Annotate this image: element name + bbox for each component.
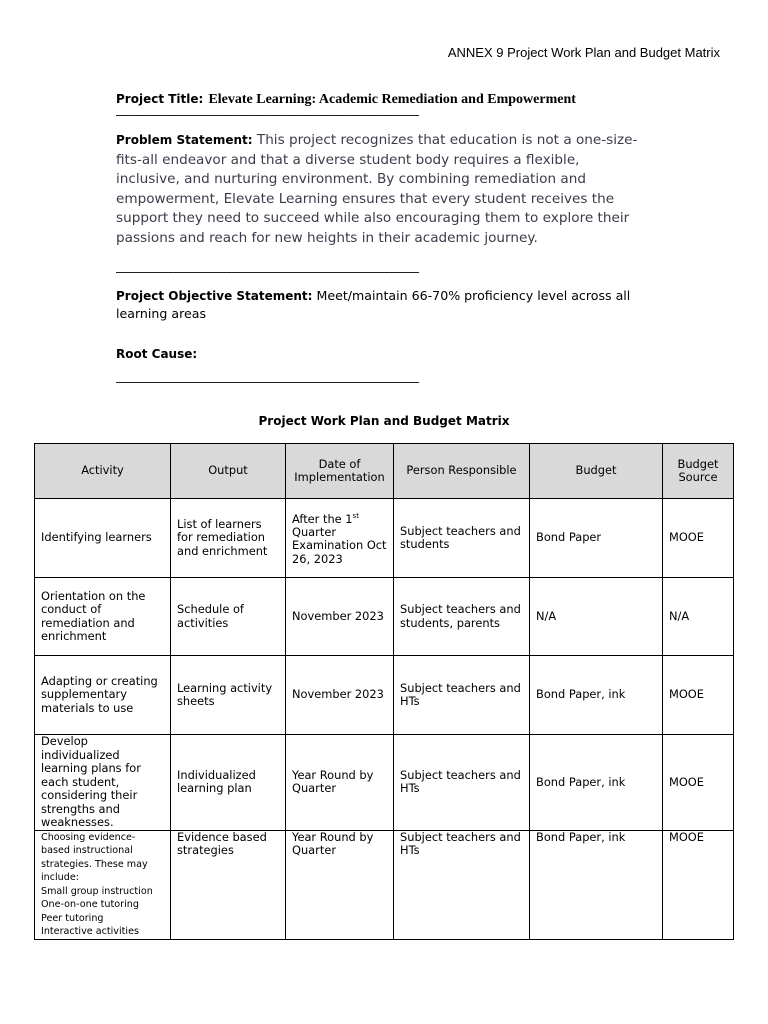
problem-statement-text: This project recognizes that education is not a one-size-fits-all endeavor and that a diverse student body requires a flexible, inclusive, and nurturing environment. By combining remediation and empowerment, Elevate Learning ensures that every student receives the support they need to succeed while also encouraging them to explore their passions and reach for new heights in their academic journey. — [116, 132, 638, 246]
cell-output: List of learners for remediation and enrichment — [171, 499, 286, 578]
cell-budget: Bond Paper, ink — [530, 656, 663, 735]
header-output: Output — [171, 444, 286, 499]
work-plan-table — [34, 443, 734, 940]
root-cause-rule: ________________________________________________________ — [116, 369, 419, 383]
objective-text: Meet/maintain 66-70% proficiency level across all learning areas — [116, 288, 631, 321]
cell-source: N/A — [663, 578, 734, 656]
cell-person: Subject teachers and HTs — [394, 656, 530, 735]
table-row — [35, 499, 734, 578]
cell-activity — [35, 830, 171, 939]
problem-statement-section — [116, 131, 646, 273]
cell-budget: Bond Paper, ink — [530, 735, 663, 831]
cell-person: Subject teachers and HTs — [394, 830, 530, 939]
cell-activity: Identifying learners — [35, 499, 171, 578]
cell-output: Schedule of activities — [171, 578, 286, 656]
header-source: Budget Source — [663, 444, 734, 499]
cell-person: Subject teachers and students, parents — [394, 578, 530, 656]
problem-rule: ________________________________________________________ — [116, 258, 419, 273]
cell-person: Subject teachers and HTs — [394, 735, 530, 831]
cell-activity: Orientation on the conduct of remediation and enrichment — [35, 578, 171, 656]
project-title-label: Project Title — [116, 92, 199, 106]
cell-activity: Develop individualized learning plans for each student, considering their strengths and weaknesses. — [35, 735, 171, 831]
project-title-value: Elevate Learning: Academic Remediation and Empowerment — [208, 92, 576, 107]
cell-date: November 2023 — [286, 578, 394, 656]
annex-header: ANNEX 9 Project Work Plan and Budget Matrix — [447, 45, 720, 60]
problem-statement-label: Problem Statement: — [116, 133, 253, 147]
cell-date: Year Round by Quarter — [286, 830, 394, 939]
activity-list-item: Interactive activities — [41, 926, 139, 937]
header-activity: Activity — [35, 444, 171, 499]
cell-budget: Bond Paper — [530, 499, 663, 578]
header-date: Date of Implementation — [286, 444, 394, 499]
table-row — [35, 578, 734, 656]
header-budget: Budget — [530, 444, 663, 499]
objective-label: Project Objective Statement: — [116, 289, 313, 303]
root-cause-label: Root Cause: — [116, 347, 198, 361]
objective-section — [116, 287, 646, 323]
activity-intro: Choosing evidence-based instructional strategies. These may include: — [41, 831, 148, 883]
activity-list-item: One-on-one tutoring — [41, 899, 139, 910]
cell-date: After the 1st Quarter Examination Oct 26, 2023 — [286, 499, 394, 578]
cell-person: Subject teachers and students — [394, 499, 530, 578]
table-row — [35, 735, 734, 831]
title-rule: ________________________________________________________ — [116, 102, 419, 116]
cell-output: Learning activity sheets — [171, 656, 286, 735]
cell-output: Evidence based strategies — [171, 830, 286, 939]
cell-source: MOOE — [663, 499, 734, 578]
cell-source: MOOE — [663, 830, 734, 939]
table-header-row — [35, 444, 734, 499]
header-person: Person Responsible — [394, 444, 530, 499]
table-row — [35, 656, 734, 735]
cell-budget: N/A — [530, 578, 663, 656]
table-row — [35, 830, 734, 939]
table-title: Project Work Plan and Budget Matrix — [258, 414, 510, 428]
cell-date: November 2023 — [286, 656, 394, 735]
root-cause-section — [116, 347, 646, 383]
cell-date: Year Round by Quarter — [286, 735, 394, 831]
cell-activity: Adapting or creating supplementary materials to use — [35, 656, 171, 735]
activity-list-item: Small group instruction — [41, 885, 153, 897]
cell-source: MOOE — [663, 656, 734, 735]
cell-output: Individualized learning plan — [171, 735, 286, 831]
cell-budget: Bond Paper, ink — [530, 830, 663, 939]
activity-list-item: Peer tutoring — [41, 912, 104, 924]
project-title-section: Project Title: Elevate Learning: Academic Remediation and Empowerment ________________________________________________________ — [116, 88, 646, 116]
cell-source: MOOE — [663, 735, 734, 831]
